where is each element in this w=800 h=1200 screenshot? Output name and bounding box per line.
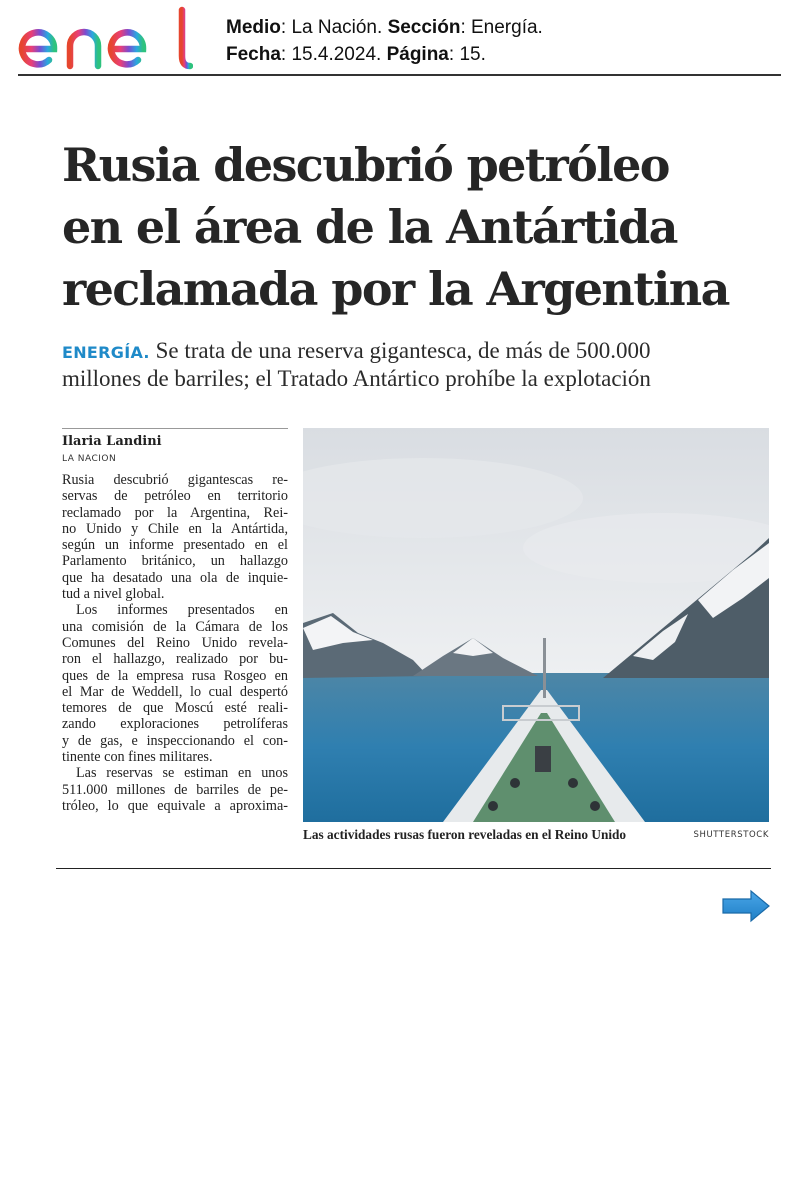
headline-line: en el área de la Antártida xyxy=(62,200,677,254)
body-line: ron el hallazgo, realizado por bu- xyxy=(62,651,288,668)
body-line: una comisión de la Cámara de los xyxy=(62,618,288,635)
photo-caption: Las actividades rusas fueron reveladas en el Reino Unido xyxy=(303,827,627,842)
medio-value: : La Nación. xyxy=(280,17,388,38)
body-line: Las reservas se estiman en unos xyxy=(76,765,288,782)
right-arrow-icon[interactable] xyxy=(720,888,772,924)
body-line: zando exploraciones petrolíferas xyxy=(62,716,288,733)
outlet-name: LA NACION xyxy=(62,454,117,464)
pagina-value: : 15. xyxy=(448,44,486,65)
deck-line: millones de barriles; el Tratado Antártico prohíbe la explotación xyxy=(62,366,651,391)
photo-credit: SHUTTERSTOCK xyxy=(693,830,769,840)
body-line: Parlamento británico, un hallazgo xyxy=(62,553,288,570)
body-line: temores de que Moscú esté reali- xyxy=(62,700,288,717)
headline-line: reclamada por la Argentina xyxy=(62,262,729,316)
article-deck xyxy=(62,338,782,392)
antarctica-ship-photo xyxy=(303,428,769,822)
body-line: tróleo, lo que equivale a aproxima- xyxy=(62,797,288,814)
body-line: tud a nivel global. xyxy=(62,586,165,603)
fecha-value: : 15.4.2024. xyxy=(280,44,387,65)
body-line: ques de la empresa rusa Rosgeo en xyxy=(62,667,288,684)
body-line: el Mar de Weddell, lo cual despertó xyxy=(62,683,288,700)
medio-label: Medio xyxy=(226,17,281,38)
fecha-pagina-line xyxy=(226,41,543,68)
document-metadata xyxy=(226,14,543,68)
pagina-label: Página xyxy=(386,44,449,65)
article-bottom-divider xyxy=(56,868,771,869)
body-line: reclamado por la Argentina, Rei- xyxy=(62,504,288,521)
body-line: 511.000 millones de barriles de pe- xyxy=(62,781,288,798)
body-line: servas de petróleo en territorio xyxy=(62,488,288,505)
article-headline xyxy=(62,134,782,320)
headline-line: Rusia descubrió petróleo xyxy=(62,138,669,192)
column-divider xyxy=(62,428,288,429)
fecha-label: Fecha xyxy=(226,44,281,65)
seccion-value: : Energía. xyxy=(460,17,543,38)
medio-seccion-line xyxy=(226,14,543,41)
deck-text: Se trata de una reserva gigantesca, de más de 500.000 xyxy=(149,338,651,363)
seccion-label: Sección xyxy=(387,17,461,38)
body-line: no Unido y Chile en la Antártida, xyxy=(62,520,288,537)
body-line: Comunes del Reino Unido revela- xyxy=(62,634,288,651)
section-kicker: ENERGÍA. xyxy=(62,343,150,362)
body-line: Los informes presentados en xyxy=(76,602,288,619)
body-line: Rusia descubrió gigantescas re- xyxy=(62,472,288,488)
document-header xyxy=(0,0,800,80)
author-byline: Ilaria Landini xyxy=(62,434,162,449)
body-line: tinente con fines militares. xyxy=(62,749,213,766)
header-divider xyxy=(18,74,781,76)
body-line: según un informe presentado en el xyxy=(62,537,288,554)
enel-logo xyxy=(18,6,193,70)
body-line: que ha desatado una ola de inquie- xyxy=(62,569,288,586)
deck-line xyxy=(62,338,782,366)
body-line: y de gas, e inspeccionando el con- xyxy=(62,732,288,749)
article-body xyxy=(62,472,288,814)
